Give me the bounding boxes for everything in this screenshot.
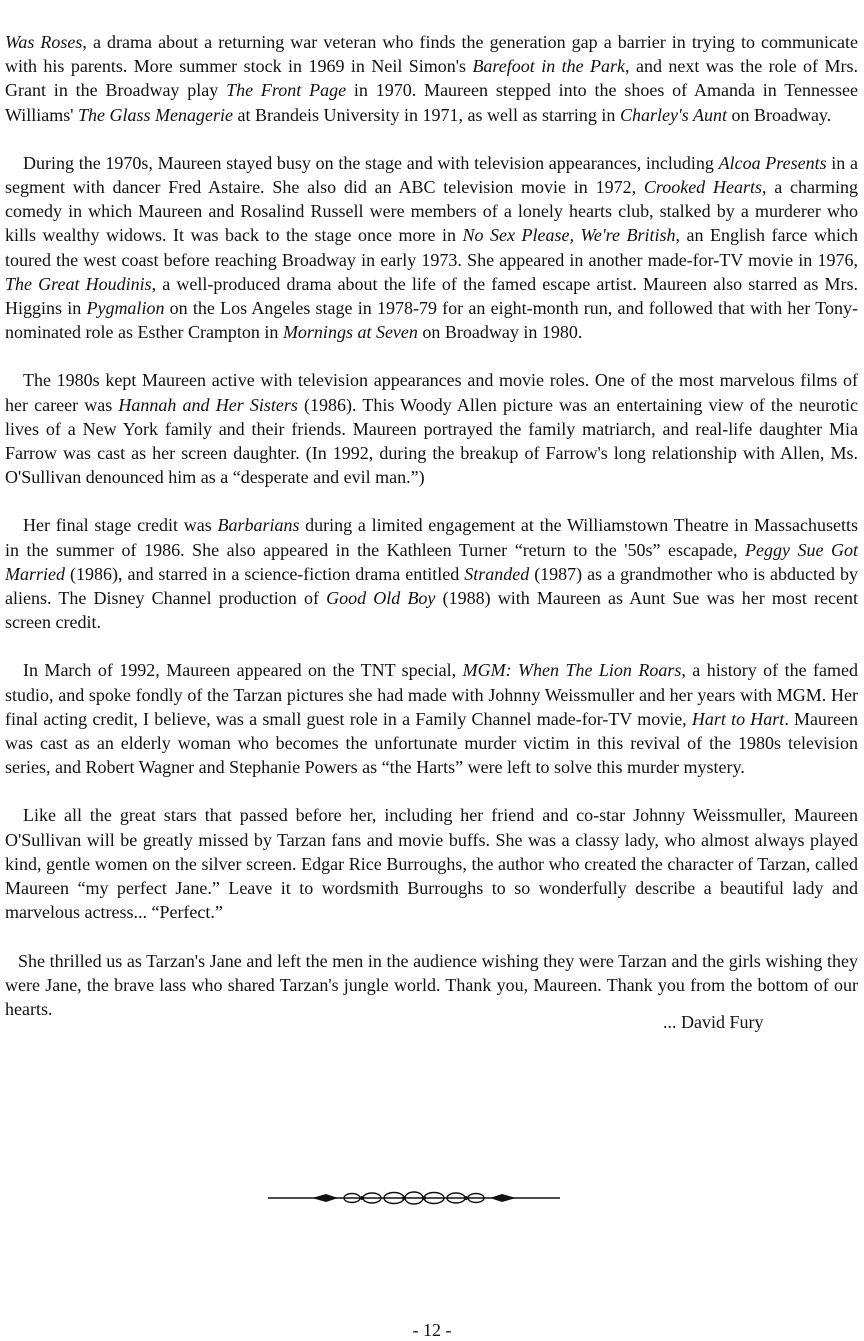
paragraph-4 — [5, 513, 858, 634]
body-text: , and next was the role of Mrs. Grant in the Broadway play — [5, 56, 858, 101]
paragraph-6 — [5, 803, 858, 924]
italic-title-text: Peggy Sue Got Married — [5, 539, 858, 584]
italic-title-text: Hart to Hart — [691, 708, 785, 729]
italic-title-text: Pygmalion — [86, 298, 165, 319]
body-text: on the Los Angeles stage in 1978-79 for an eight-month run, and followed that with her Tony-nominated role as Esther Crampton in — [5, 298, 858, 343]
italic-title-text: Crooked Hearts — [643, 177, 762, 198]
body-text: Like all the great stars that passed before her, including her friend and co-star Johnny Weissmuller, Maureen O'Sullivan will be greatly missed by Tarzan fans and movie buffs. She was a classy lady, who almost always played kind, gentle women on the silver screen. Edgar Rice Burroughs, the author who created the character of Tarzan, called Maureen “my perfect Jane.” Leave it to wordsmith Burroughs to so wonderfully describe a beautiful lady and marvelous actress... “Perfect.” — [5, 805, 858, 923]
body-text: in a segment with dancer Fred Astaire. She also did an ABC television movie in 1972, — [5, 152, 858, 198]
body-text: In March of 1992, Maureen appeared on the TNT special, — [23, 660, 463, 681]
italic-title-text: The Great Houdinis — [5, 273, 152, 294]
italic-title-text: Barefoot in the Park — [472, 56, 626, 77]
body-text: on Broadway. — [726, 104, 832, 125]
italic-title-text: No Sex Please, We're British — [462, 225, 676, 246]
paragraph-2 — [5, 151, 858, 345]
body-text: in 1970. Maureen stepped into the shoes of Amanda in Tennessee Williams' — [5, 80, 858, 125]
italic-title-text: Alcoa Presents — [718, 152, 827, 173]
italic-title-text: Was Roses — [5, 32, 83, 52]
body-text: The 1980s kept Maureen active with television appearances and movie roles. One of the most marvelous films of her career was — [5, 370, 858, 415]
body-text: (1988) with Maureen as Aunt Sue was her most recent screen credit. — [5, 588, 859, 633]
paragraph-1 — [5, 30, 858, 127]
body-text: during a limited engagement at the Williamstown Theatre in Massachusetts in the summer of 1986. She also appeared in the Kathleen Turner “return to the '50s” escapade, — [5, 515, 858, 560]
body-text: , a drama about a returning war veteran who finds the generation gap a barrier in trying to communicate with his parents. More summer stock in 1969 in Neil Simon's — [5, 32, 858, 77]
italic-title-text: Stranded — [464, 563, 530, 584]
body-text: During the 1970s, Maureen stayed busy on the stage and with television appearances, including — [23, 152, 719, 173]
body-text: at Brandeis University in 1971, as well as starring in — [233, 104, 620, 125]
italic-title-text: Barbarians — [217, 515, 300, 536]
body-text: . Maureen was cast as an elderly woman who becomes the unfortunate murder victim in this revival of the 1980s television series, and Robert Wagner and Stephanie Powers as “the Harts” were left to solve this murder mystery. — [5, 708, 859, 778]
italic-title-text: The Front Page — [226, 80, 347, 101]
italic-title-text: Charley's Aunt — [619, 104, 727, 125]
body-text: , an English farce which toured the west coast before reaching Broadway in early 1973. She appeared in another made-for-TV movie in 1976, — [5, 225, 859, 270]
body-text: on Broadway in 1980. — [417, 322, 583, 343]
body-text: (1987) as a grandmother who is abducted by aliens. The Disney Channel production of — [5, 563, 858, 609]
paragraph-5 — [5, 658, 858, 779]
author-signature: ... David Fury — [663, 1012, 764, 1032]
document-body — [5, 30, 858, 1021]
italic-title-text: Good Old Boy — [326, 588, 436, 609]
paragraph-3 — [5, 368, 858, 489]
italic-title-text: MGM: When The Lion Roars — [462, 660, 682, 681]
body-text: , a well-produced drama about the life of the famed escape artist. Maureen also starred as Mrs. Higgins in — [5, 273, 858, 319]
body-text: Her final stage credit was — [23, 515, 218, 536]
body-text: (1986), and starred in a science-fiction drama entitled — [65, 563, 465, 584]
italic-title-text: The Glass Menagerie — [78, 104, 233, 125]
italic-title-text: Hannah and Her Sisters — [118, 394, 298, 415]
ornamental-divider — [268, 1188, 560, 1208]
body-text: , a charming comedy in which Maureen and Rosalind Russell were members of a lonely hearts club, stalked by a murderer who kills wealthy widows. It was back to the stage once more in — [5, 177, 858, 246]
italic-title-text: Mornings at Seven — [282, 322, 418, 343]
body-text: She thrilled us as Tarzan's Jane and left the men in the audience wishing they were Tarzan and the girls wishing they were Jane, the brave lass who shared Tarzan's jungle world. Thank you, Maureen. Thank you from the bottom of our hearts. — [5, 950, 858, 1019]
page-number: - 12 - — [412, 1320, 452, 1340]
body-text: , a history of the famed studio, and spoke fondly of the Tarzan pictures she had made with Johnny Weissmuller and her years with MGM. Her final acting credit, I believe, was a small guest role in a Family Channel made-for-TV movie, — [5, 660, 859, 729]
body-text: (1986). This Woody Allen picture was an entertaining view of the neurotic lives of a New York family and their friends. Maureen portrayed the family matriarch, and real-life daughter Mia Farrow was cast as her screen daughter. (In 1992, during the breakup of Farrow's long relationship with Allen, Ms. O'Sullivan denounced him as a “desperate and evil man.”) — [5, 394, 858, 488]
